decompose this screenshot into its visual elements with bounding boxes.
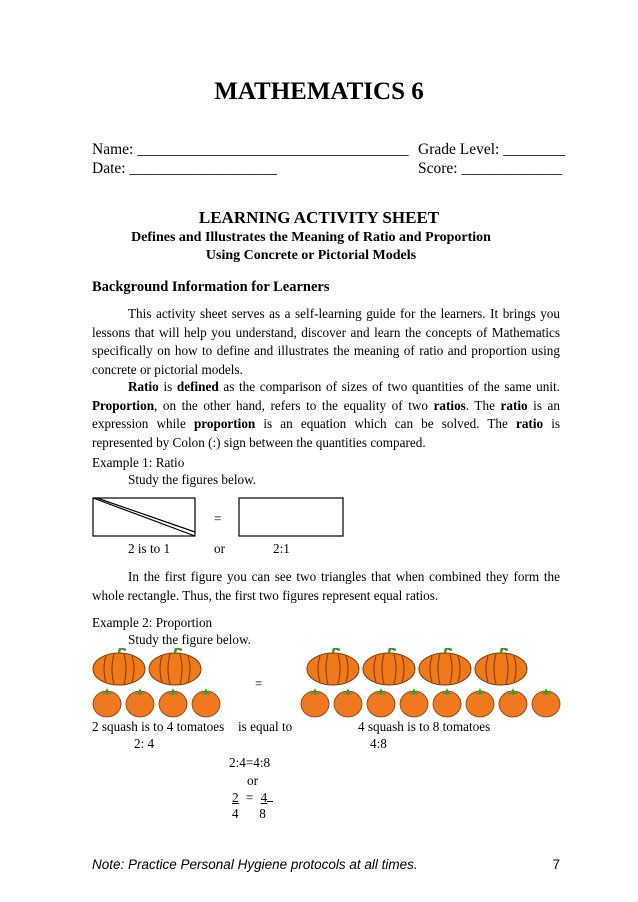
text-3: . The bbox=[465, 397, 501, 413]
example-1-caption-mid: or bbox=[214, 541, 225, 556]
background-heading: Background Information for Learners bbox=[92, 279, 330, 295]
fraction-left-denominator: 4 bbox=[232, 806, 239, 821]
score-label: Score: bbox=[418, 160, 458, 177]
tomato-icon bbox=[192, 688, 220, 717]
tomato-icon bbox=[433, 688, 461, 717]
term-proportion-2: proportion bbox=[193, 416, 256, 431]
fraction-right-denominator: 8 bbox=[259, 806, 266, 821]
example-2-instruction: Study the figure below. bbox=[128, 632, 251, 647]
date-label: Date: bbox=[92, 160, 126, 177]
example-1-caption-right: 2:1 bbox=[273, 541, 290, 556]
tomato-icon bbox=[301, 688, 329, 717]
tomato-icon bbox=[400, 688, 428, 717]
text-5: is an equation which can be solved. The bbox=[255, 416, 516, 431]
date-blank: ___________________ bbox=[129, 160, 277, 177]
tomato-icon bbox=[334, 688, 362, 717]
grade-field bbox=[418, 141, 565, 159]
name-blank: ___________________________________ bbox=[137, 141, 409, 158]
fraction-numerators bbox=[232, 790, 273, 806]
example-2-label: Example 2: Proportion bbox=[92, 615, 213, 630]
squash-icon bbox=[363, 648, 415, 685]
sheet-subtitle-2: Using Concrete or Pictorial Models bbox=[205, 248, 417, 263]
grade-label: Grade Level: bbox=[418, 141, 500, 158]
fraction-left-numerator: 2 bbox=[232, 790, 239, 805]
right-tomato-group bbox=[300, 686, 564, 720]
fraction-equals: = bbox=[245, 790, 254, 805]
term-ratio-3: ratio bbox=[515, 416, 544, 431]
sheet-subtitle-1: Defines and Illustrates the Meaning of Ratio and Proportion bbox=[131, 230, 491, 245]
grade-blank: ________ bbox=[503, 141, 566, 158]
fraction-right-numerator: 4 bbox=[260, 790, 268, 805]
text-1: as the comparison of sizes of two quantities of the same unit. bbox=[218, 379, 560, 394]
squash-icon bbox=[419, 648, 471, 685]
footer-note: Note: Practice Personal Hygiene protocols at all times. bbox=[92, 857, 418, 872]
paragraph-1-text: This activity sheet serves as a self-learning guide for the learners. It brings you lessons that will help you understand, discover and learn the concepts of Mathematics specifically on how to define and illustrates the meaning of ratio and proportion using concrete or pictorial models. bbox=[92, 306, 560, 377]
text-2: , on the other hand, refers to the equality of two bbox=[154, 397, 434, 413]
example-2-caption-mid: is equal to bbox=[238, 719, 293, 734]
background-paragraph-1 bbox=[92, 305, 560, 379]
term-defined: defined bbox=[176, 379, 219, 394]
example-2-or: or bbox=[247, 773, 258, 788]
tomato-icon bbox=[466, 688, 494, 717]
squash-icon bbox=[149, 648, 201, 685]
example-1-explanation bbox=[92, 568, 560, 605]
squash-icon bbox=[307, 648, 359, 685]
tomato-icon bbox=[499, 688, 527, 717]
explanation-text: In the first figure you can see two triangles that when combined they form the whole rectangle. Thus, the first two figures represent equal ratios. bbox=[92, 569, 560, 603]
example-1-instruction: Study the figures below. bbox=[128, 472, 257, 487]
term-ratios: ratios bbox=[433, 397, 466, 413]
tomato-icon bbox=[532, 688, 560, 717]
example-2-equals: = bbox=[255, 676, 263, 691]
squash-icon bbox=[475, 648, 527, 685]
background-paragraph-2 bbox=[92, 378, 560, 452]
term-ratio: Ratio bbox=[128, 379, 159, 394]
example-1-equals: = bbox=[214, 511, 222, 526]
example-2-proportion: 2:4=4:8 bbox=[229, 755, 271, 770]
term-proportion: Proportion bbox=[92, 397, 155, 413]
page-number: 7 bbox=[552, 857, 560, 872]
footer bbox=[92, 857, 560, 872]
squash-icon bbox=[93, 648, 145, 685]
example-2-ratio-right: 4:8 bbox=[370, 736, 387, 751]
score-blank: _____________ bbox=[461, 160, 563, 177]
name-label: Name: bbox=[92, 141, 134, 158]
tomato-icon bbox=[126, 688, 154, 717]
example-2-caption-left: 2 squash is to 4 tomatoes bbox=[92, 719, 225, 734]
rectangle-split-figure bbox=[92, 497, 200, 539]
name-field bbox=[92, 141, 408, 159]
sheet-heading: LEARNING ACTIVITY SHEET bbox=[198, 208, 440, 227]
example-2-caption-right: 4 squash is to 8 tomatoes bbox=[358, 719, 491, 734]
example-1-caption-left: 2 is to 1 bbox=[128, 541, 171, 556]
fraction-denominators bbox=[232, 806, 266, 822]
text-6: is represented by Colon (:) sign between the quantities compared. bbox=[92, 416, 561, 450]
left-squash-group bbox=[92, 648, 212, 688]
left-tomato-group bbox=[92, 686, 226, 720]
example-1-label: Example 1: Ratio bbox=[92, 455, 185, 470]
whole-rectangle-figure bbox=[238, 497, 346, 539]
date-field bbox=[92, 160, 277, 178]
text-4: is an expression while bbox=[92, 397, 560, 431]
right-squash-group bbox=[306, 648, 534, 688]
example-2-ratio-left: 2: 4 bbox=[134, 736, 155, 751]
score-field bbox=[418, 160, 562, 178]
tomato-icon bbox=[93, 688, 121, 717]
term-ratio-2: ratio bbox=[500, 397, 528, 413]
text-is: is bbox=[158, 379, 177, 394]
page-title: MATHEMATICS 6 bbox=[214, 78, 424, 105]
tomato-icon bbox=[159, 688, 187, 717]
tomato-icon bbox=[367, 688, 395, 717]
